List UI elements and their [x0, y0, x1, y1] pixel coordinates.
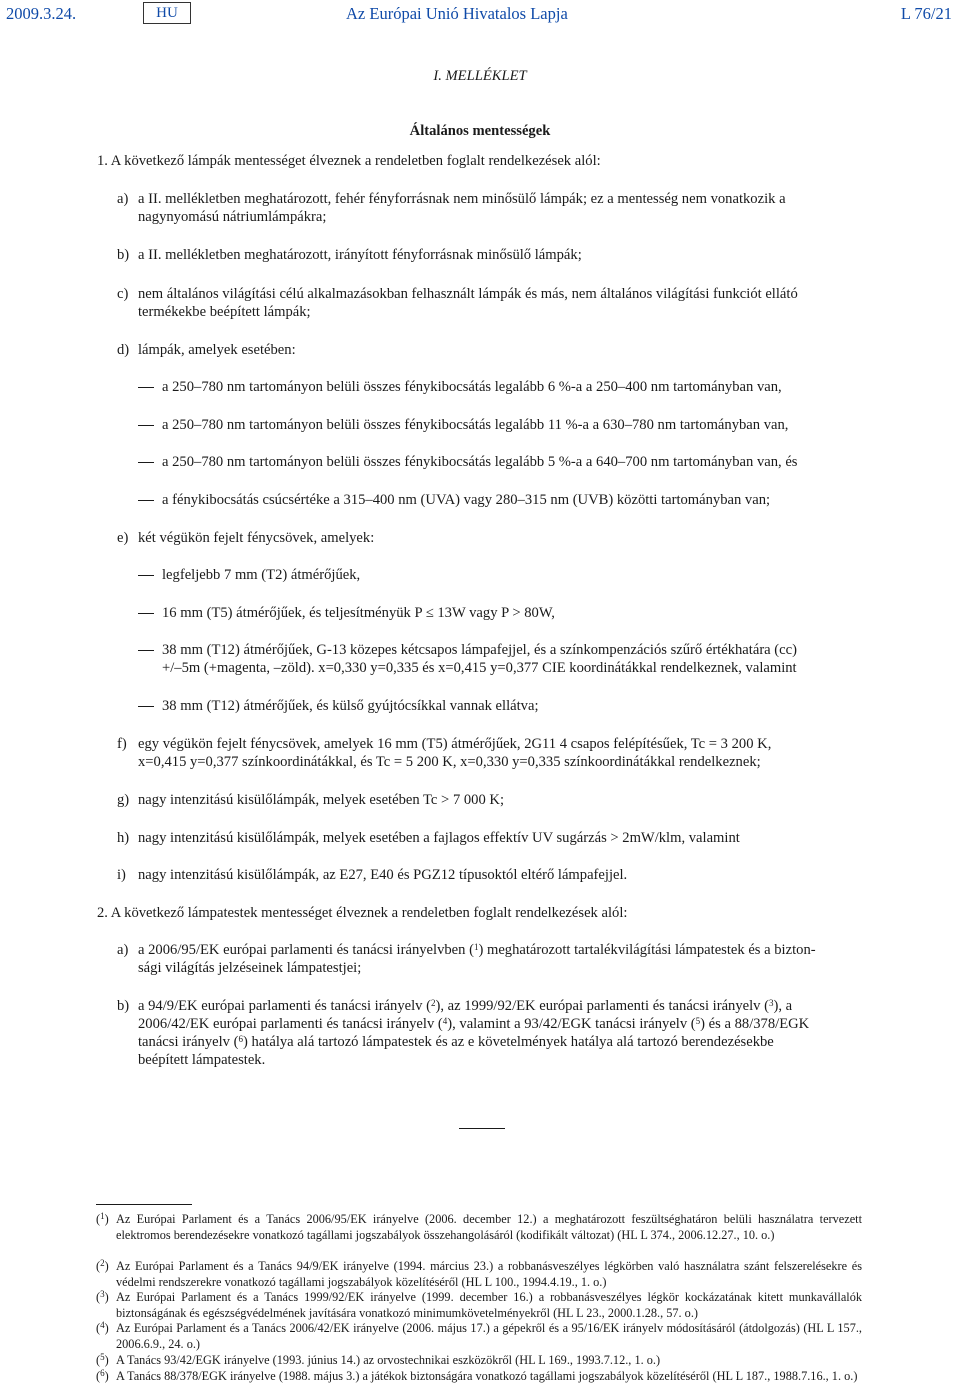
- header-date: 2009.3.24.: [6, 4, 77, 23]
- item-e-dash-1: legfeljebb 7 mm (T2) átmérőjűek,: [138, 566, 360, 584]
- item-i-label: i): [117, 867, 126, 883]
- language-badge: HU: [143, 2, 191, 24]
- item-f-line-1: egy végükön fejelt fénycsövek, amelyek 16 mm (T5) átmérőjűek, 2G11 4 csapos felépítésűek, Tc = 3 200 K,: [138, 736, 772, 752]
- item-c-line-1: nem általános világítási célú alkalmazásokban felhasznált lámpák és más, nem általános világítási funkciót ellátó: [138, 286, 798, 302]
- item-2a-label: a): [117, 942, 129, 958]
- footnote-4: [96, 1320, 862, 1352]
- item-d-line-1: lámpák, amelyek esetében:: [138, 342, 296, 358]
- item-h-label: h): [117, 830, 130, 846]
- footnote-ref-3[interactable]: 3: [769, 998, 774, 1008]
- item-2a-line-2: sági világítás jelzéseinek lámpatestjei;: [138, 960, 362, 976]
- item-b-label: b): [117, 247, 130, 263]
- item-d-dash-4: a fénykibocsátás csúcsértéke a 315–400 nm (UVA) vagy 280–315 nm (UVB) közötti tartományban van;: [138, 491, 770, 509]
- item-d-dash-2: a 250–780 nm tartományon belüli összes fénykibocsátás legalább 11 %-a a 630–780 nm tartományban van,: [138, 416, 788, 434]
- item-h-line-1: nagy intenzitású kisülőlámpák, melyek esetében a fajlagos effektív UV sugárzás > 2mW/klm, valamint: [138, 830, 740, 846]
- footnote-text: A Tanács 88/378/EGK irányelve (1988. május 3.) a játékok biztonságára vonatkozó tagállami jogszabályok közelítéséről (HL L 187., 1988.7.16., 1. o.): [116, 1369, 858, 1383]
- item-a-line-2: nagynyomású nátriumlámpákra;: [138, 209, 327, 225]
- item-a-label: a): [117, 191, 129, 207]
- item-2b-line-4: beépített lámpatestek.: [138, 1052, 266, 1068]
- item-b-line-1: a II. mellékletben meghatározott, irányított fényforrásnak minősülő lámpák;: [138, 247, 582, 263]
- footnote-text: Az Európai Parlament és a Tanács 1999/92/EK irányelve (1999. december 16.) a robbanásveszélyes légkör kockázatának kitett munkavállalók biztonságának és egészségvédelmének javítására vonatkozó minimumkövetelményekről (HL L 23., 2000.1.28., 57. o.): [116, 1290, 862, 1320]
- footnote-number: ($^4$): [96, 1320, 109, 1335]
- footnote-5: [96, 1352, 862, 1368]
- item-2b-line-3: tanácsi irányelv ($^6$) hatálya alá tartozó lámpatestek és az e követelmények hatálya alá tartozó berendezésekbe: [138, 1034, 774, 1050]
- footnote-1: [96, 1211, 862, 1259]
- footnote-separator: [96, 1204, 192, 1205]
- footnote-number: ($^2$): [96, 1258, 109, 1273]
- item-e-dash-2: 16 mm (T5) átmérőjűek, és teljesítményük P ≤ 13W vagy P > 80W,: [138, 604, 555, 622]
- annex-title: I. MELLÉKLET: [433, 68, 527, 84]
- item-c-line-2: termékekbe beépített lámpák;: [138, 304, 311, 320]
- item-f-label: f): [117, 736, 127, 752]
- item-a-line-1: a II. mellékletben meghatározott, fehér fényforrásnak nem minősülő lámpák; ez a mentesség nem vonatkozik a: [138, 191, 786, 207]
- footnote-ref-1[interactable]: 1: [473, 942, 479, 952]
- item-d-label: d): [117, 342, 130, 358]
- page-header: [6, 2, 952, 30]
- item-e-label: e): [117, 530, 129, 546]
- footnote-number: ($^1$): [96, 1211, 109, 1226]
- item-f-line-2: x=0,415 y=0,377 színkoordinátákkal, és Tc = 5 200 K, x=0,330 y=0,335 színkoordinátákkal rendelkeznek;: [138, 754, 761, 770]
- footnote-3: [96, 1289, 862, 1321]
- item-e-dash-3: 38 mm (T12) átmérőjűek, G-13 közepes kétcsapos lámpafejjel, és a színkompenzációs szűrő értékhatára (cc): [138, 641, 797, 659]
- footnote-number: ($^5$): [96, 1352, 109, 1367]
- footnote-number: ($^3$): [96, 1289, 109, 1304]
- footnote-text: Az Európai Parlament és a Tanács 2006/42/EK irányelve (2006. május 17.) a gépekről és a 95/16/EK irányelv módosításáról (átdolgozás) (HL L 157., 2006.6.9., 24. o.): [116, 1321, 862, 1351]
- footnote-6: [96, 1368, 862, 1400]
- item-d-dash-1: a 250–780 nm tartományon belüli összes fénykibocsátás legalább 6 %-a a 250–400 nm tartományban van,: [138, 378, 782, 396]
- item-d-dash-3: a 250–780 nm tartományon belüli összes fénykibocsátás legalább 5 %-a a 640–700 nm tartományban van, és: [138, 453, 797, 471]
- footnote-number: ($^6$): [96, 1368, 109, 1383]
- end-separator: [459, 1128, 505, 1129]
- footnote-ref-6[interactable]: 6: [238, 1034, 243, 1044]
- footnote-text: Az Európai Parlament és a Tanács 94/9/EK irányelve (1994. március 23.) a robbanásveszélyes légkörben való használatra szánt felszerelésekre és védelmi rendszerekre vonatkozó tagállami jogszabályok közelítéséről (HL L 100., 1994.4.19., 1. o.): [116, 1259, 862, 1289]
- page-number: L 76/21: [900, 4, 952, 23]
- footnote-text: Az Európai Parlament és a Tanács 2006/95/EK irányelve (2006. december 12.) a meghatározott feszültséghatáron belüli használatra tervezett elektromos berendezésekre vonatkozó tagállami jogszabályok összehangolásáról (kodifikált változat) (HL L 374., 2006.12.27., 10. o.): [116, 1212, 862, 1242]
- item-2b-line-2: 2006/42/EK európai parlamenti és tanácsi irányelv ($^4$), valamint a 93/42/EGK tanácsi irányelv ($^5$) és a 88/378/EGK: [138, 1016, 810, 1032]
- item-2a-line-1: a 2006/95/EK európai parlamenti és tanácsi irányelvben ($^1$) meghatározott tartalékvilágítási lámpatestek és a bizton-: [138, 942, 816, 958]
- item-e-dash-3-line-2: +/–5m (+magenta, –zöld). x=0,330 y=0,335 és x=0,415 y=0,377 CIE koordinátákkal rendelkeznek, valamint: [162, 660, 797, 676]
- paragraph-1-heading: 1. A következő lámpák mentességet élveznek a rendeletben foglalt rendelkezések alól:: [97, 153, 601, 169]
- paragraph-2-heading: 2. A következő lámpatestek mentességet élveznek a rendeletben foglalt rendelkezések alól:: [97, 905, 628, 921]
- item-e-dash-4: 38 mm (T12) átmérőjűek, és külső gyújtócsíkkal vannak ellátva;: [138, 697, 539, 715]
- item-g-label: g): [117, 792, 130, 808]
- journal-title: Az Európai Unió Hivatalos Lapja: [346, 4, 568, 23]
- item-c-label: c): [117, 286, 129, 302]
- item-g-line-1: nagy intenzitású kisülőlámpák, melyek esetében Tc > 7 000 K;: [138, 792, 505, 808]
- item-e-line-1: két végükön fejelt fénycsövek, amelyek:: [138, 530, 375, 546]
- item-2b-label: b): [117, 998, 130, 1014]
- footnote-text: A Tanács 93/42/EGK irányelve (1993. június 14.) az orvostechnikai eszközökről (HL L 169., 1993.7.12., 1. o.): [116, 1353, 661, 1367]
- item-i-line-1: nagy intenzitású kisülőlámpák, az E27, E40 és PGZ12 típusoktól eltérő lámpafejjel.: [138, 867, 628, 883]
- footnote-ref-2[interactable]: 2: [430, 998, 436, 1008]
- footnote-ref-5[interactable]: 5: [695, 1016, 701, 1026]
- footnote-ref-4[interactable]: 4: [442, 1016, 448, 1026]
- item-2b-line-1: a 94/9/EK európai parlamenti és tanácsi irányelv ($^2$), az 1999/92/EK európai parlamenti és tanácsi irányelv ($^3$), a: [138, 998, 793, 1014]
- section-title: Általános mentességek: [409, 123, 551, 139]
- footnote-2: [96, 1258, 862, 1290]
